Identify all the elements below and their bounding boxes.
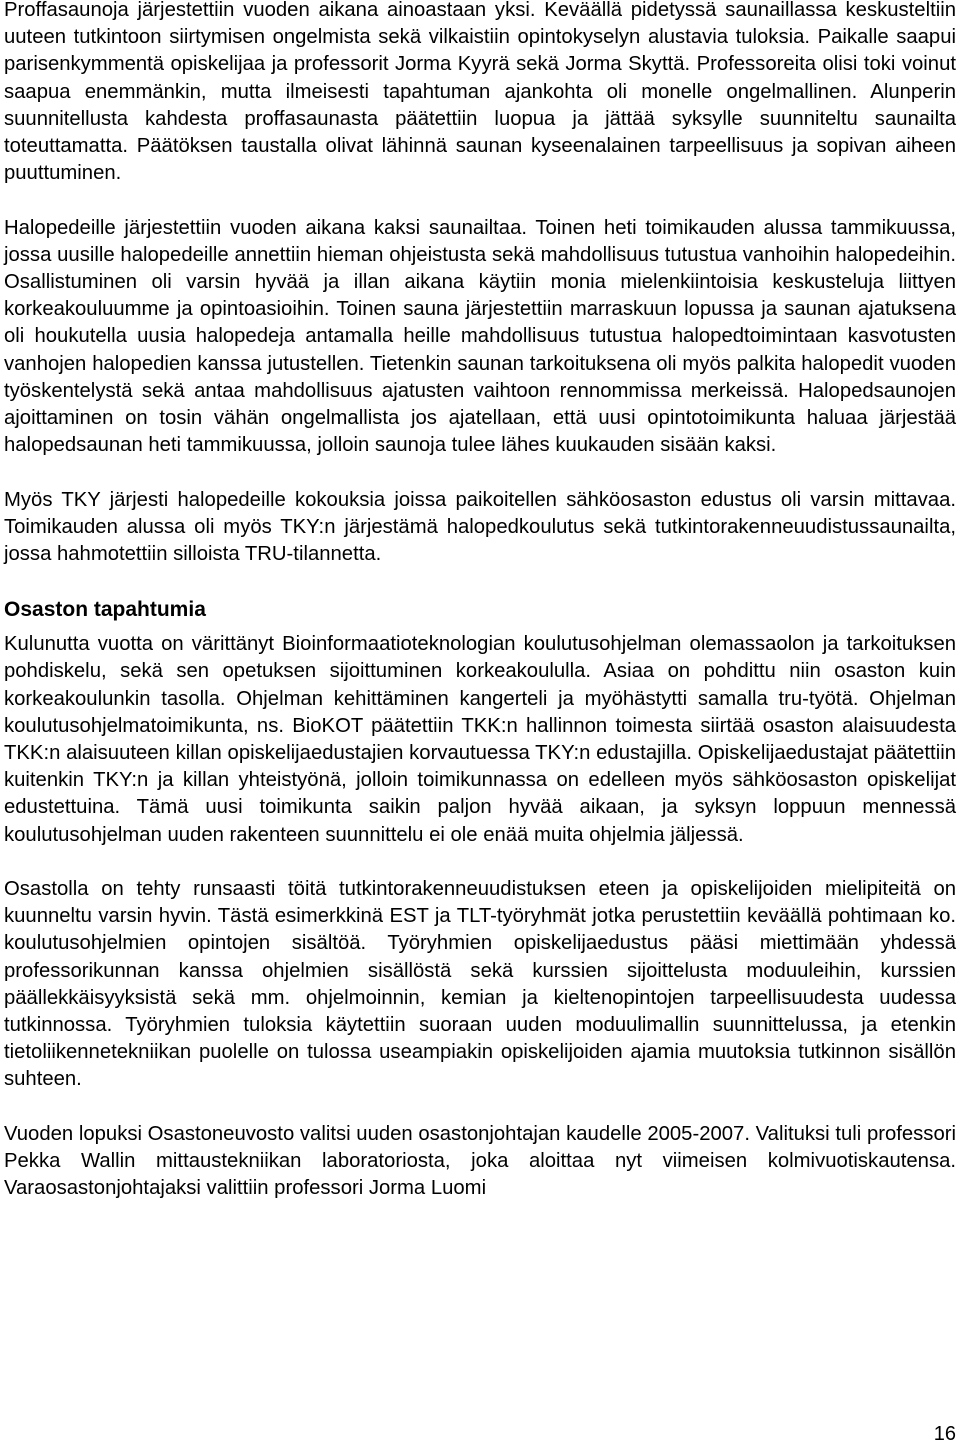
paragraph-department-head: Vuoden lopuksi Osastoneuvosto valitsi uuden osastonjohtajan kaudelle 2005-2007. Valituksi tuli professori Pekka Wallin mittaustekniikan laboratoriosta, joka aloittaa nyt viimeisen kolmivuotiskautensa. Varaosastonjohtajaksi valittiin professori Jorma Luomi [4,1122,956,1200]
document-page [4,0,956,1202]
paragraph-halopedsauna: Halopedeille järjestettiin vuoden aikana kaksi saunailtaa. Toinen heti toimikauden alussa tammikuussa, jossa uusille halopedeille annettiin hieman ohjeistusta sekä mahdollisuus tutustua vanhoihin halopedeihin. Osallistuminen oli varsin hyvää ja illan aikana käytiin monia mielenkiintoisia keskusteluja liittyen korkeakouluumme ja opintoasioihin. Toinen sauna järjestettiin marraskuun lopussa ja saunan ajatuksena oli houkutella uusia halopedeja antamalla heille mahdollisuus tutustua halopedtoimintaan kasvotusten vanhojen halopedien kanssa jutustellen. Tietenkin saunan tarkoituksena oli myös palkita halopedit vuoden työskentelystä sekä antaa mahdollisuus ajatusten vaihtoon rennommissa merkeissä. Halopedsaunojen ajoittaminen on tosin vähän ongelmallista jos ajatellaan, että uusi opintotoimikunta haluaa järjestää halopedsaunan heti tammikuussa, jolloin saunoja tulee lähes kuukauden sisään kaksi. [4,216,956,457]
paragraph-proffasauna: Proffasaunoja järjestettiin vuoden aikana ainoastaan yksi. Keväällä pidetyssä saunaillassa keskusteltiin uuteen tutkintoon siirtymisen ongelmista sekä vilkaistiin opintokyselyn alustavia tuloksia. Paikalle saapui parisenkymmentä opiskelijaa ja professorit Jorma Kyyrä sekä Jorma Skyttä. Professoreita olisi toki voinut saapua enemmänkin, mutta ilmeisesti tapahtuman ajankohta oli monelle ongelmallinen. Alunperin suunnitellusta kahdesta proffasaunasta päätettiin luopua ja jättää syksylle suunniteltu saunailta toteuttamatta. Päätöksen taustalla olivat lähinnä saunan kyseenalainen tarpeellisuus ja sopivan aiheen puuttuminen. [4,0,956,185]
paragraph-degree-reform: Osastolla on tehty runsaasti töitä tutkintorakenneuudistuksen eteen ja opiskelijoiden mielipiteitä on kuunneltu varsin hyvin. Tästä esimerkkinä EST ja TLT-työryhmät jotka perustettiin keväällä pohtimaan ko. koulutusohjelmien opintojen sisältöä. Työryhmien opiskelijaedustus pääsi miettimään yhdessä professorikunnan kanssa ohjelmien sisällöstä sekä kurssien sijoittelusta moduuleihin, kurssien päällekkäisyyksistä sekä mm. ohjelmoinnin, kemian ja kieltenopintojen tarpeellisuudesta uudessa tutkinnossa. Työryhmien tuloksia käytettiin suoraan uuden moduulimallin suunnittelussa, ja etenkin tietoliikennetekniikan puolelle on tulossa useampiakin opiskelijoiden ajamia muutoksia tutkinnon sisällön suhteen. [4,878,956,1091]
section-heading: Osaston tapahtumia [4,598,206,622]
paragraph-bioinformatics: Kulunutta vuotta on värittänyt Bioinformaatioteknologian koulutusohjelman olemassaolon ja tarkoituksen pohdiskelu, sekä sen opetuksen sijoittuminen korkeakoululla. Asiaa on pohdittu niin osaston kuin korkeakoulunkin tasolla. Ohjelman kehittäminen kangerteli ja myöhästytti samalla tru-työtä. Ohjelman koulutusohjelmatoimikunta, ns. BioKOT päätettiin TKK:n hallinnon toimesta siirtää osaston alaisuudesta TKK:n alaisuuteen killan opiskelijaedustajien korvautuessa TKY:n edustajilla. Opiskelijaedustajat päätettiin kuitenkin TKY:n ja killan yhteistyönä, jolloin toimikunnassa on edelleen myös sähköosaston opiskelijat edustettuina. Tämä uusi toimikunta saikin paljon hyvää aikaan, ja syksyn loppuun mennessä koulutusohjelman uuden rakenteen suunnittelu ei ole enää muita ohjelmia jäljessä. [4,633,956,846]
paragraph-tky-halopeds: Myös TKY järjesti halopedeille kokouksia joissa paikoitellen sähköosaston edustus oli varsin mittavaa. Toimikauden alussa oli myös TKY:n järjestämä halopedkoulutus sekä tutkintorakenneuudistussaunailta, jossa hahmotettiin silloista TRU-tilannetta. [4,488,956,566]
page-number: 16 [933,1423,956,1445]
